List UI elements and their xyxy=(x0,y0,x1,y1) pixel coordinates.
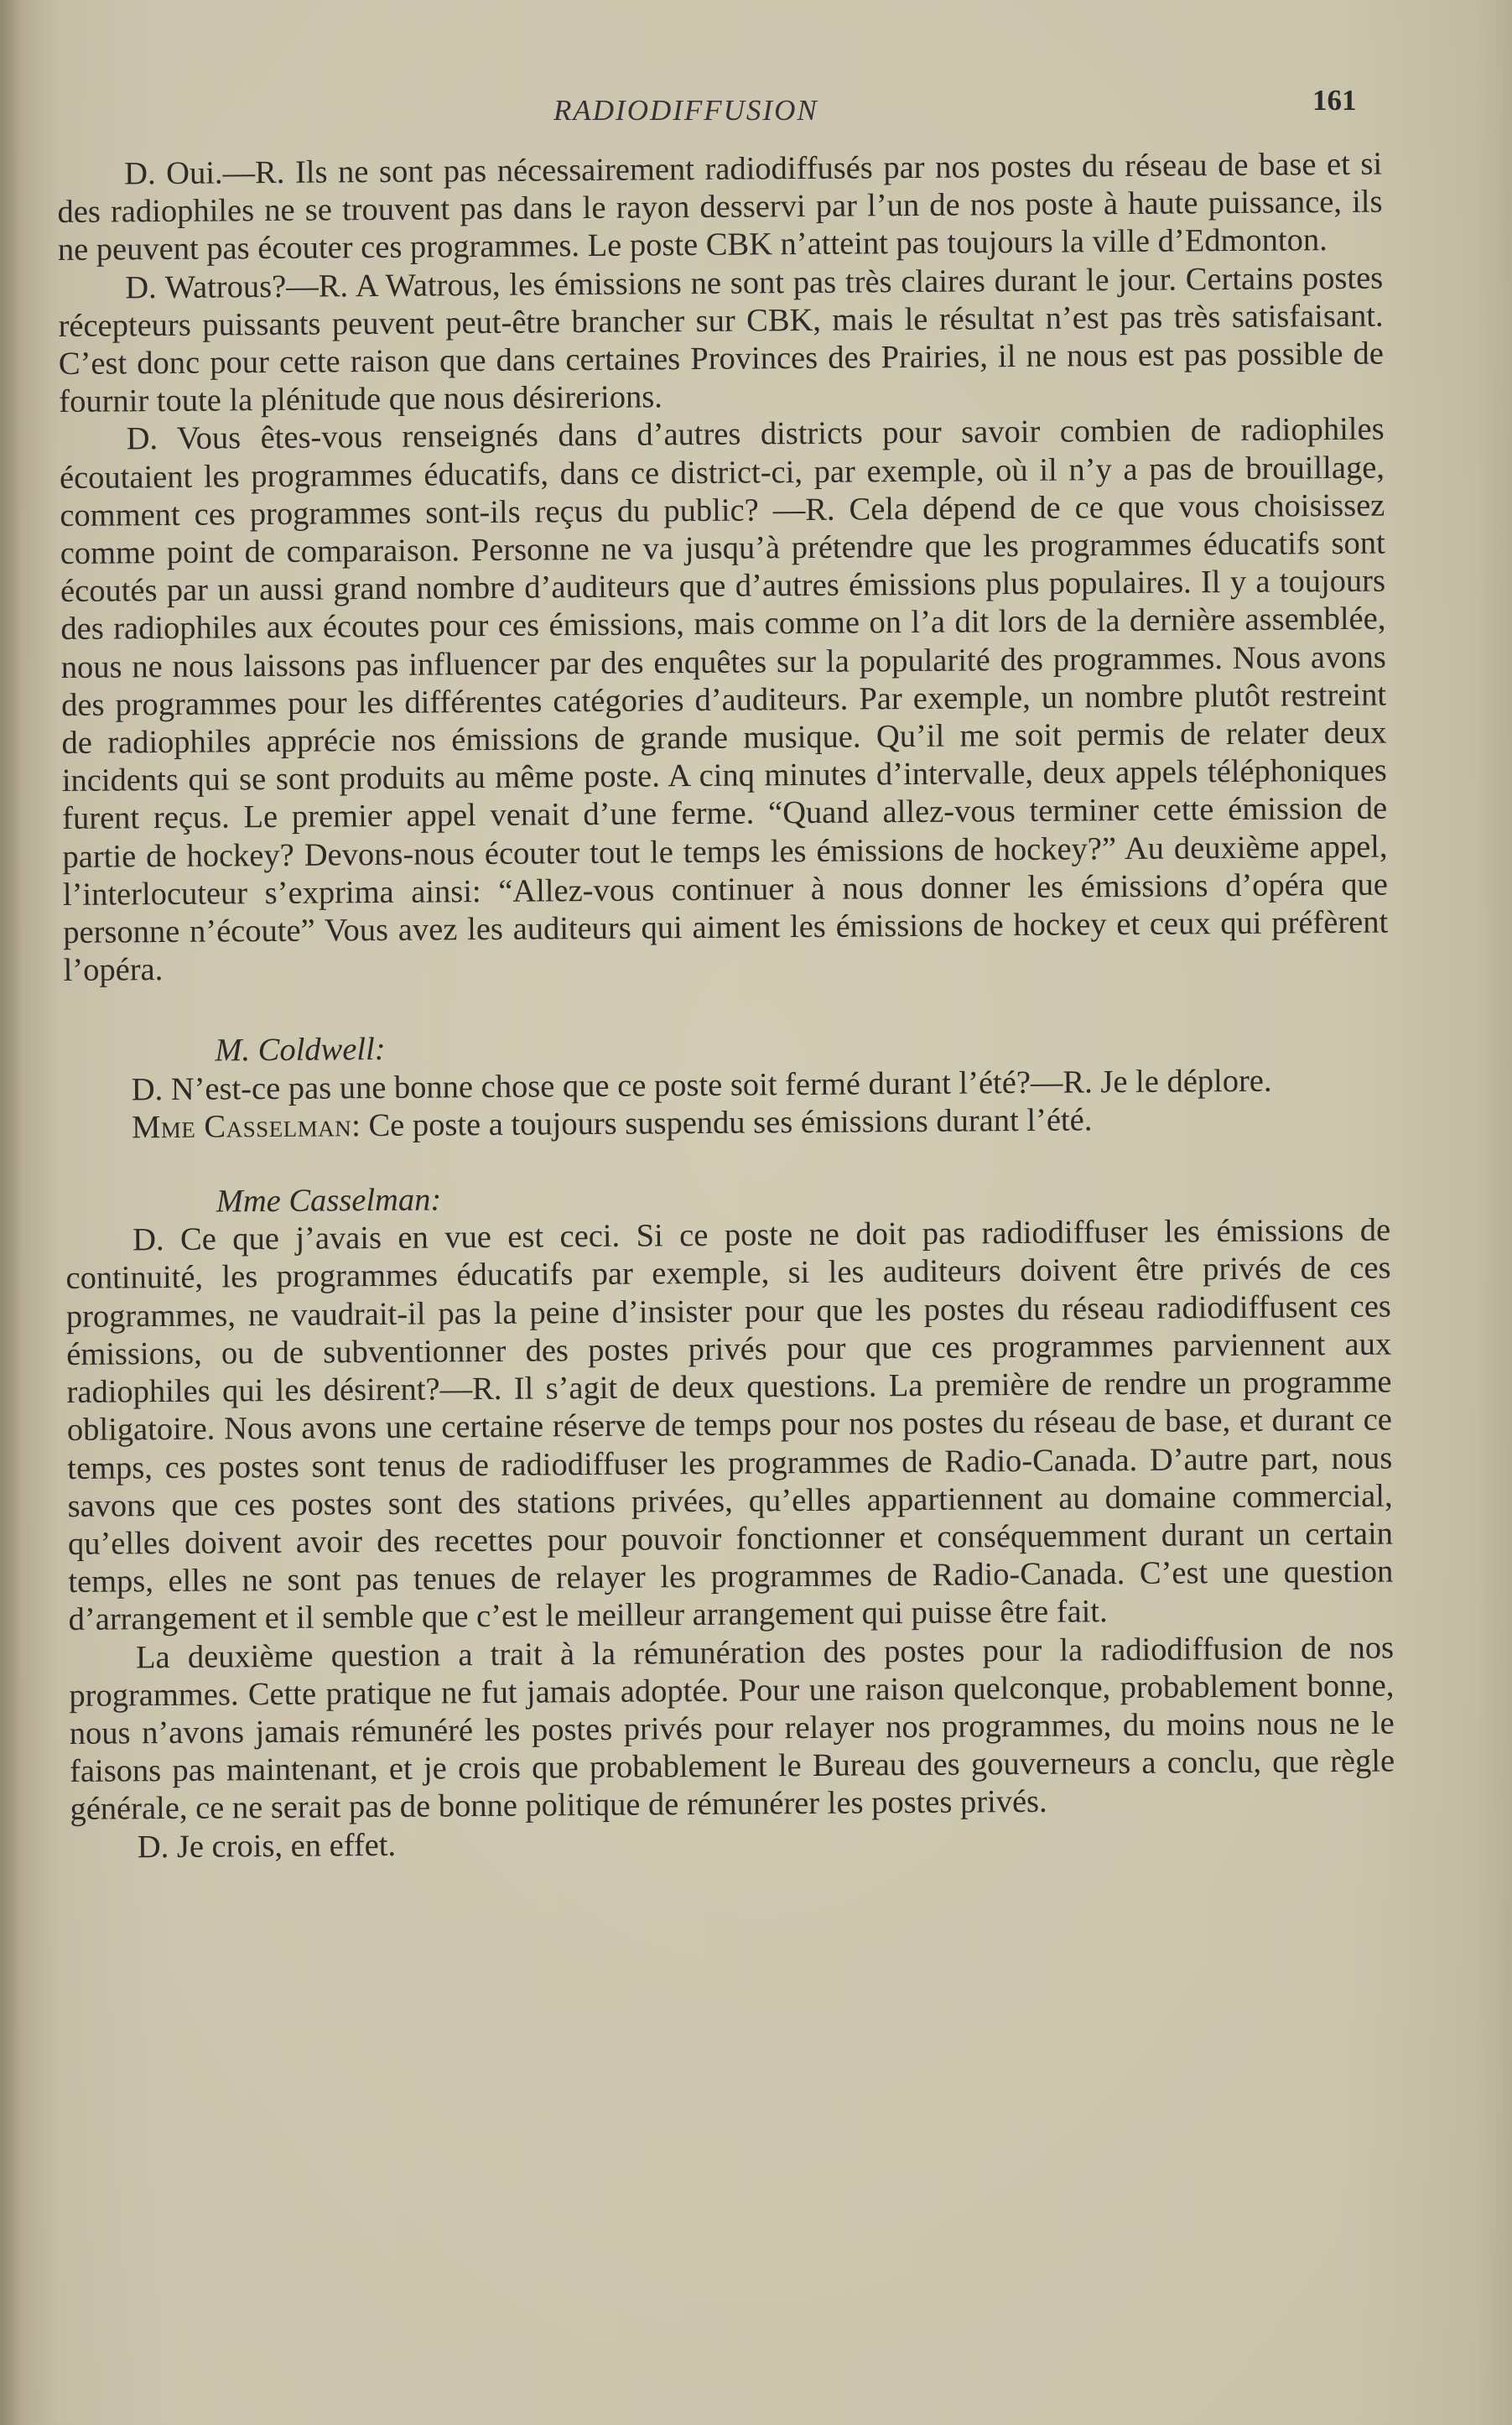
book-spine-shadow xyxy=(0,0,22,2425)
paragraph: D. Oui.—R. Ils ne sont pas nécessairement radiodiffusés par nos postes du réseau de base et si des radiophiles ne se trouvent pas dans le rayon desservi par l’un de nos poste à haute puissance, ils ne peuvent pas écouter ces programmes. Le poste CBK n’atteint pas toujours la ville d’Edmonton. xyxy=(57,146,1383,268)
speaker-name: Mme Casselman xyxy=(131,1108,352,1146)
page-header xyxy=(0,84,1512,134)
paragraph: La deuxième question a trait à la rémunération des postes pour la radiodiffusion de nos programmes. Cette pratique ne fut jamais adoptée. Pour une raison quelconque, probablement bonne, nous n’avons jamais rémunéré les postes privés pour relayer nos programmes, du moins nous ne le faisons pas maintenant, et je crois que probablement le Bureau des gouverneurs a conclu, que règle générale, ce ne serait pas de bonne politique de rémunérer les postes privés. xyxy=(69,1630,1395,1828)
running-title: RADIODIFFUSION xyxy=(553,94,818,127)
page-number: 161 xyxy=(1312,84,1357,117)
paragraph: D. Je crois, en effet. xyxy=(137,1827,397,1865)
paragraph: D. Ce que j’avais en vue est ceci. Si ce poste ne doit pas radiodiffuser les émissions de continuité, les programmes éducatifs par exemple, si les auditeurs doivent être privés de ces programmes, ne vaudrait-il pas la peine d’insister pour que les postes du réseau radiodiffusent ces émissions, ou de subventionner des postes privés pour que ces programmes parviennent aux radiophiles qui les désirent?—R. Il s’agit de deux questions. La première de rendre un programme obligatoire. Nous avons une certaine réserve de temps pour nos postes du réseau de base, et durant ce temps, ces postes sont tenus de radiodiffuser les programmes de Radio-Canada. D’autre part, nous savons que ces postes sont des stations privées, qu’elles appartiennent au domaine commercial, qu’elles doivent avoir des recettes pour pouvoir fonctionner et conséquemment durant un certain temps, elles ne sont pas tenues de relayer les programmes de Radio-Canada. C’est une question d’arrangement et il semble que c’est le meilleur arrangement qui puisse être fait. xyxy=(65,1212,1394,1638)
paragraph: D. Vous êtes-vous renseignés dans d’autres districts pour savoir combien de radiophiles écoutaient les programmes éducatifs, dans ce district-ci, par exemple, où il n’y a pas de brouillage, comment ces programmes sont-ils reçus du public? —R. Cela dépend de ce que vous choisissez comme point de comparaison. Personne ne va jusqu’à prétendre que les programmes éducatifs sont écoutés par un aussi grand nombre d’auditeurs que d’autres émissions plus populaires. Il y a toujours des radiophiles aux écoutes pour ces émissions, mais comme on l’a dit lors de la dernière assemblée, nous ne nous laissons pas influencer par des enquêtes sur la popularité des programmes. Nous avons des programmes pour les différentes catégories d’auditeurs. Par exemple, un nombre plutôt restreint de radiophiles apprécie nos émissions de grande musique. Qu’il me soit permis de relater deux incidents qui se sont produits au même poste. A cinq minutes d’intervalle, deux appels téléphoniques furent reçus. Le premier appel venait d’une ferme. “Quand allez-vous terminer cette émission de partie de hockey? Devons-nous écouter tout le temps les émissions de hockey?” Au deuxième appel, l’interlocuteur s’exprima ainsi: “Allez-vous continuer à nous donner les émissions d’opéra que personne n’écoute” Vous avez les auditeurs qui aiment les émissions de hockey et ceux qui préfèrent l’opéra. xyxy=(59,412,1389,989)
paragraph: D. N’est-ce pas une bonne chose que ce poste soit fermé durant l’été?—R. Je le déplore. xyxy=(131,1063,1272,1108)
speaker-heading: Mme Casselman: xyxy=(216,1182,442,1220)
paragraph-text: : Ce poste a toujours suspendu ses émissions durant l’été. xyxy=(351,1102,1093,1144)
speaker-heading: M. Coldwell: xyxy=(215,1032,386,1069)
paragraph: D. Watrous?—R. A Watrous, les émissions ne sont pas très claires durant le jour. Certains postes récepteurs puissants peuvent peut-être brancher sur CBK, mais le résultat n’est pas très satisfaisant. C’est donc pour cette raison que dans certaines Provinces des Prairies, il ne nous est pas possible de fournir toute la plénitude que nous désirerions. xyxy=(58,260,1385,420)
body-text xyxy=(57,146,1395,1867)
